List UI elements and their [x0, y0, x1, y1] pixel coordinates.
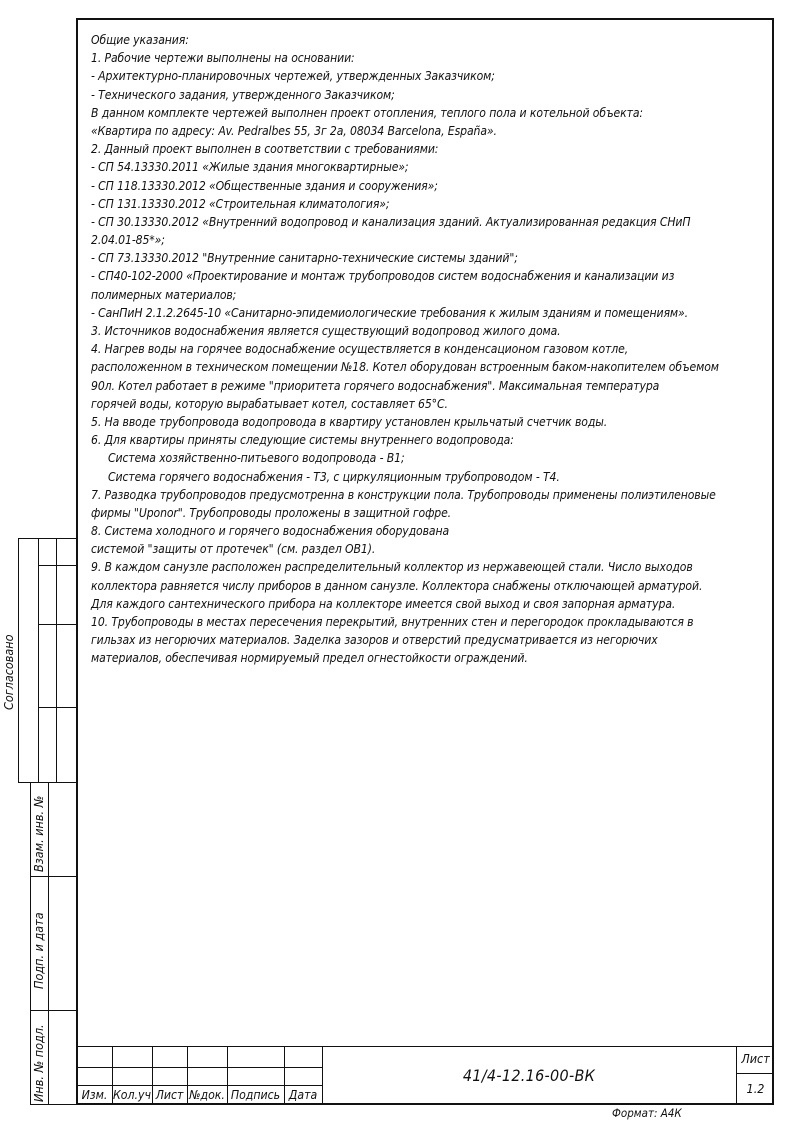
- note-line: системой "защиты от протечек" (см. раздел ОВ1).: [91, 542, 376, 557]
- col-header-signature: Подпись: [230, 1088, 281, 1102]
- note-line: материалов, обеспечивая нормируемый предел огнестойкости ограждений.: [91, 651, 528, 666]
- interchange-inventory-label: Взам. инв. №: [31, 795, 46, 872]
- note-line: Общие указания:: [91, 33, 189, 47]
- col-header-doc-number: №док.: [189, 1088, 225, 1102]
- note-line: - Технического задания, утвержденного Заказчиком;: [91, 87, 395, 102]
- note-line: 1. Рабочие чертежи выполнены на основании:: [91, 51, 355, 66]
- sheet-number: 1.2: [746, 1081, 765, 1096]
- note-line: - Архитектурно-планировочных чертежей, утвержденных Заказчиком;: [91, 69, 495, 84]
- note-line: горячей воды, которую вырабатывает котел, составляет 65°С.: [91, 396, 448, 411]
- note-line: В данном комплекте чертежей выполнен проект отопления, теплого пола и котельной объекта:: [91, 105, 643, 120]
- note-line: 90л. Котел работает в режиме "приоритета горячего водоснабжения". Максимальная температура: [91, 378, 660, 393]
- note-line: - СП 131.13330.2012 «Строительная климатология»;: [91, 196, 390, 211]
- note-line: - СП 30.13330.2012 «Внутренний водопровод и канализация зданий. Актуализированная редакция СНиП: [91, 214, 691, 229]
- general-notes: [91, 31, 759, 668]
- agreed-label: Согласовано: [1, 634, 16, 710]
- original-inventory-label: Инв. № подл.: [31, 1024, 46, 1102]
- note-line: - СП 54.13330.2011 «Жилые здания многоквартирные»;: [91, 160, 409, 175]
- note-line: 5. На вводе трубопровода водопровода в квартиру установлен крыльчатый счетчик воды.: [91, 414, 608, 429]
- note-line: - СП 73.13330.2012 "Внутренние санитарно-технические системы зданий";: [91, 251, 518, 266]
- note-line: фирмы "Uponor". Трубопроводы проложены в защитной гофре.: [91, 505, 452, 520]
- note-line: Система хозяйственно-питьевого водопровода - В1;: [108, 451, 405, 466]
- sheet-label: Лист: [741, 1051, 770, 1066]
- signature-date-label: Подп. и дата: [31, 912, 46, 989]
- note-line: - СП40-102-2000 «Проектирование и монтаж трубопроводов систем водоснабжения и канализации из: [91, 269, 675, 284]
- note-line: 3. Источников водоснабжения является существующий водопровод жилого дома.: [91, 324, 561, 338]
- note-line: гильзах из негорючих материалов. Заделка зазоров и отверстий предусматривается из негорючих: [91, 633, 658, 648]
- note-line: 6. Для квартиры приняты следующие системы внутреннего водопровода:: [91, 433, 514, 448]
- note-line: «Квартира по адресу: Av. Pedralbes 55, 3г 2а, 08034 Barcelona, España».: [91, 123, 497, 138]
- note-line: 2. Данный проект выполнен в соответствии с требованиями:: [91, 142, 439, 157]
- note-line: 2.04.01-85*»;: [91, 233, 165, 248]
- note-line: расположенном в техническом помещении №18. Котел оборудован встроенным баком-накопителем объемом: [91, 360, 719, 375]
- note-line: коллектора равняется числу приборов в данном санузле. Коллектора снабжены отключающей арматурой.: [91, 578, 703, 593]
- note-line: Система горячего водоснабжения - Т3, с циркуляционным трубопроводом - Т4.: [108, 469, 560, 484]
- document-code: 41/4-12.16-00-ВК: [462, 1066, 596, 1085]
- note-line: 8. Система холодного и горячего водоснабжения оборудована: [91, 524, 450, 539]
- note-line: 10. Трубопроводы в местах пересечения перекрытий, внутренних стен и перегородок прокладываются в: [91, 615, 694, 629]
- note-line: 4. Нагрев воды на горячее водоснабжение осуществляется в конденсационом газовом котле,: [91, 342, 629, 357]
- note-line: Для каждого сантехнического прибора на коллекторе имеется свой выход и своя запорная арматура.: [91, 596, 676, 611]
- col-header-sheet: Лист: [155, 1088, 184, 1102]
- note-line: полимерных материалов;: [91, 287, 237, 302]
- note-line: - СанПиН 2.1.2.2645-10 «Санитарно-эпидемиологические требования к жилым зданиям и помещениям».: [91, 305, 688, 320]
- note-line: - СП 118.13330.2012 «Общественные здания и сооружения»;: [91, 178, 438, 193]
- col-header-date: Дата: [288, 1088, 318, 1102]
- note-line: 9. В каждом санузле расположен распределительный коллектор из нержавеющей стали. Число выходов: [91, 560, 693, 575]
- col-header-quantity: Кол.уч: [113, 1088, 151, 1102]
- format-label: Формат: А4К: [612, 1106, 682, 1120]
- note-line: 7. Разводка трубопроводов предусмотренна в конструкции пола. Трубопроводы применены полиэтиленовые: [91, 487, 716, 502]
- col-header-change: Изм.: [81, 1088, 108, 1102]
